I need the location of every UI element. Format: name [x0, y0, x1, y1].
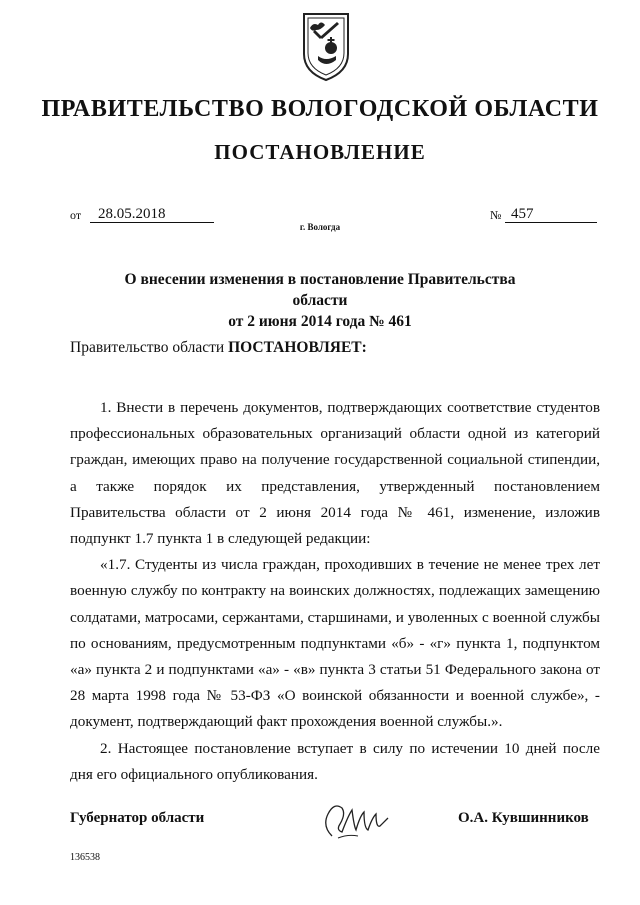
coat-of-arms-icon [300, 10, 352, 82]
preamble [70, 339, 367, 357]
signer-position: Губернатор области [70, 810, 205, 826]
city-label: г. Вологда [299, 222, 341, 232]
handwritten-signature [318, 796, 392, 842]
document-date: 28.05.2018 [90, 206, 214, 223]
document-body [70, 395, 600, 788]
subject-line-1: О внесении изменения в постановление Правительства области [124, 271, 516, 309]
preamble-prefix: Правительство области [70, 339, 229, 356]
date-label: от [70, 208, 82, 222]
document-number: 457 [505, 206, 597, 223]
document-id: 136538 [70, 852, 100, 863]
government-title: ПРАВИТЕЛЬСТВО ВОЛОГОДСКОЙ ОБЛАСТИ [41, 96, 599, 122]
paragraph-2: 2. Настоящее постановление вступает в силу по истечении 10 дней после дня его официального опубликования. [70, 739, 600, 783]
preamble-verb: ПОСТАНОВЛЯЕТ: [228, 339, 367, 356]
number-label: № [490, 208, 502, 222]
document-type: ПОСТАНОВЛЕНИЕ [214, 140, 426, 164]
signer-name: О.А. Кувшинников [458, 810, 589, 826]
document-subject [100, 269, 540, 332]
paragraph-1: 1. Внести в перечень документов, подтверждающих соответствие студентов профессиональных образовательных организаций области одной из категорий граждан, имеющих право на получение государственной социальной стипендии, а также порядок их представления, утвержденный постановлением Правительства области от 2 июня 2014 года № 461, изменение, изложив подпункт 1.7 пункта 1 в следующей редакции: [70, 399, 600, 548]
subject-line-2: от 2 июня 2014 года № 461 [228, 313, 412, 330]
paragraph-1-7: «1.7. Студенты из числа граждан, проходивших в течение не менее трех лет военную службу по контракту на воинских должностях, подлежащих замещению солдатами, матросами, сержантами, старшинами, и уволенных с военной службы по основаниям, предусмотренным подпунктами «б» - «г» пункта 1, подпунктом «а» пункта 2 и подпунктами «а» - «в» пункта 3 статьи 51 Федерального закона от 28 марта 1998 года № 53-ФЗ «О воинской обязанности и военной службе», - документ, подтверждающий факт прохождения военной службы.». [70, 556, 600, 731]
